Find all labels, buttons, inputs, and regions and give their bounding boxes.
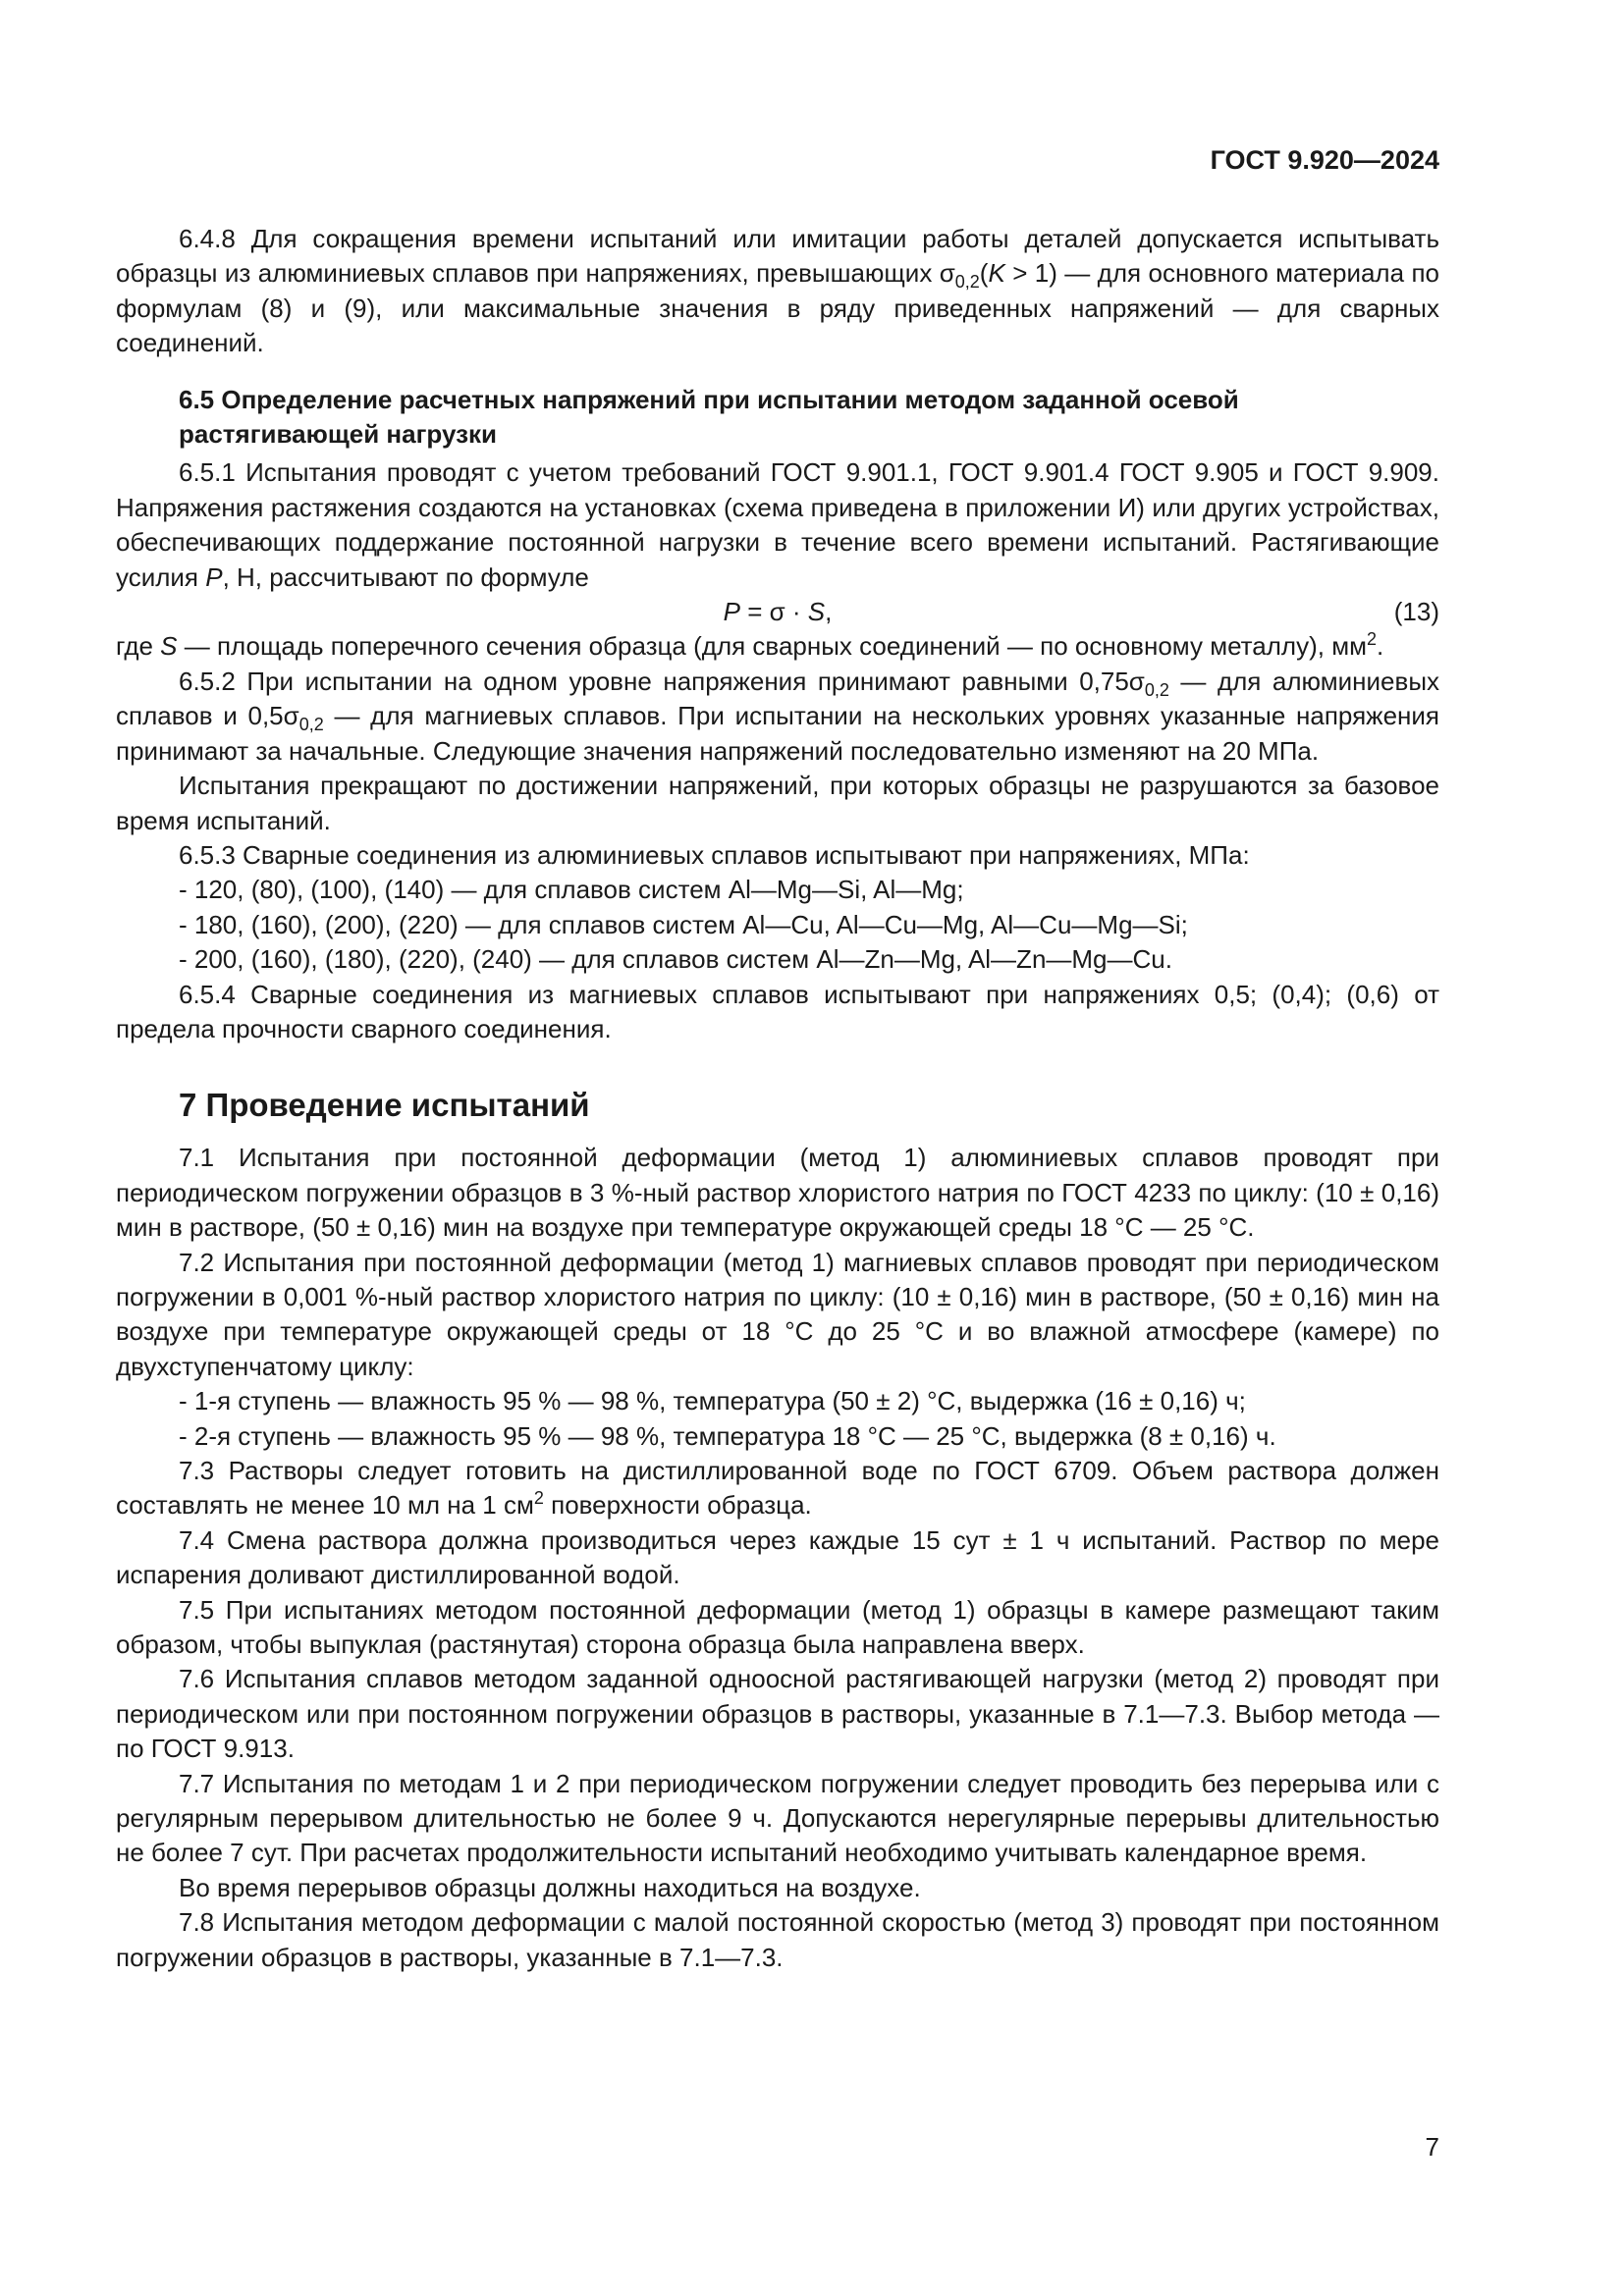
paragraph-6-5-2-continued: Испытания прекращают по достижении напряжений, при которых образцы не разрушаются за базовое время испытаний. <box>116 771 1439 835</box>
paragraph-7-6: 7.6 Испытания сплавов методом заданной одноосной растягивающей нагрузки (метод 2) проводят при периодическом или при постоянном погружении образцов в растворы, указанные в 7.1—7.3. Выбор метода — по ГОСТ 9.913. <box>116 1664 1439 1764</box>
paragraph-6-5-2: 6.5.2 При испытании на одном уровне напряжения принимают равными $0,75\sigma_{0,2}$ — для алюминиевых сплавов и $0,5\sigma_{0,2}$ — для магниевых сплавов. При испытании на нескольких уровнях указанные напряжения принимают за начальные. Следующие значения напряжений последовательно изменяют на 20 МПа. <box>116 666 1440 766</box>
paragraph-7-2: 7.2 Испытания при постоянной деформации (метод 1) магниевых сплавов проводят при периодическом погружении в 0,001 %-ный раствор хлористого натрия по циклу: (10 ± 0,16) мин в растворе, (50 ± 0,16) мин на воздухе при температуре окружающей среды от 18 °С до 25 °С и во влажной атмосфере (камере) по двухступенчатому циклу: <box>116 1247 1439 1381</box>
page-number: 7 <box>1425 2132 1439 2162</box>
paragraph-7-1: 7.1 Испытания при постоянной деформации (метод 1) алюминиевых сплавов проводят при периодическом погружении образцов в 3 %-ный раствор хлористого натрия по ГОСТ 4233 по циклу: (10 ± 0,16) мин в растворе, (50 ± 0,16) мин на воздухе при температуре окружающей среды 18 °С — 25 °С. <box>116 1143 1439 1243</box>
paragraph-6-5-4: 6.5.4 Сварные соединения из магниевых сплавов испытывают при напряжениях 0,5; (0,4); (0,6) от предела прочности сварного соединения. <box>116 979 1439 1043</box>
paragraph-6-5-3: 6.5.3 Сварные соединения из алюминиевых сплавов испытывают при напряжениях, МПа: <box>179 839 1250 870</box>
section-heading-6-5: 6.5 Определение расчетных напряжений при испытании методом заданной осевой растягивающей нагрузки <box>179 384 1239 450</box>
paragraph-7-8: 7.8 Испытания методом деформации с малой постоянной скоростью (метод 3) проводят при постоянном погружении образцов в растворы, указанные в 7.1—7.3. <box>116 1907 1439 1972</box>
formula-explanation: где S — площадь поперечного сечения образца (для сварных соединений — по основному металлу), $мм^2$. <box>116 629 1384 662</box>
formula-13: P = σ · S, (13) <box>116 595 1439 629</box>
paragraph-7-3: 7.3 Растворы следует готовить на дистиллированной воде по ГОСТ 6709. Объем раствора должен составлять не менее 10 мл на 1 $см^2$ поверхности образца. <box>116 1456 1439 1521</box>
paragraph-7-7: 7.7 Испытания по методам 1 и 2 при периодическом погружении следует проводить без перерыва или с регулярным перерывом длительностью не более 9 ч. Допускаются нерегулярные перерывы длительностью не более 7 сут. При расчетах продолжительности испытаний необходимо учитывать календарное время. <box>116 1768 1439 1868</box>
list-item: - 180, (160), (200), (220) — для сплавов систем Al—Cu, Al—Cu—Mg, Al—Cu—Mg—Si; <box>179 909 1188 939</box>
paragraph-6-4-8: 6.4.8 Для сокращения времени испытаний или имитации работы деталей допускается испытывать образцы из алюминиевых сплавов при напряжениях, превышающих $\sigma_{0,2}(K > 1)$ — для основного материала по формулам (8) и (9), или максимальные значения в ряду приведенных напряжений — для сварных соединений. <box>116 224 1439 358</box>
paragraph-6-5-1: 6.5.1 Испытания проводят с учетом требований ГОСТ 9.901.1, ГОСТ 9.901.4 ГОСТ 9.905 и ГОСТ 9.909. Напряжения растяжения создаются на установках (схема приведена в приложении И) или других устройствах, обеспечивающих поддержание постоянной нагрузки в течение всего времени испытаний. Растягивающие усилия P, Н, рассчитывают по формуле <box>116 457 1439 592</box>
document-code: ГОСТ 9.920—2024 <box>1210 145 1439 175</box>
list-item: - 2-я ступень — влажность 95 % — 98 %, температура 18 °С — 25 °С, выдержка (8 ± 0,16) ч. <box>179 1420 1276 1451</box>
paragraph-7-5: 7.5 При испытаниях методом постоянной деформации (метод 1) образцы в камере размещают таким образом, чтобы выпуклая (растянутая) сторона образца была направлена вверх. <box>116 1594 1439 1660</box>
section-heading-7: 7 Проведение испытаний <box>179 1087 590 1124</box>
paragraph-7-7-continued: Во время перерывов образцы должны находиться на воздухе. <box>179 1872 921 1902</box>
paragraph-7-4: 7.4 Смена раствора должна производиться через каждые 15 сут ± 1 ч испытаний. Раствор по мере испарения доливают дистиллированной водой. <box>116 1524 1439 1590</box>
list-item: - 200, (160), (180), (220), (240) — для сплавов систем Al—Zn—Mg, Al—Zn—Mg—Cu. <box>179 944 1172 975</box>
list-item: - 120, (80), (100), (140) — для сплавов систем Al—Mg—Si, Al—Mg; <box>179 875 964 905</box>
formula-number: (13) <box>1393 597 1439 627</box>
list-item: - 1-я ступень — влажность 95 % — 98 %, температура (50 ± 2) °С, выдержка (16 ± 0,16) ч; <box>179 1386 1246 1416</box>
page-body <box>116 222 1439 1975</box>
